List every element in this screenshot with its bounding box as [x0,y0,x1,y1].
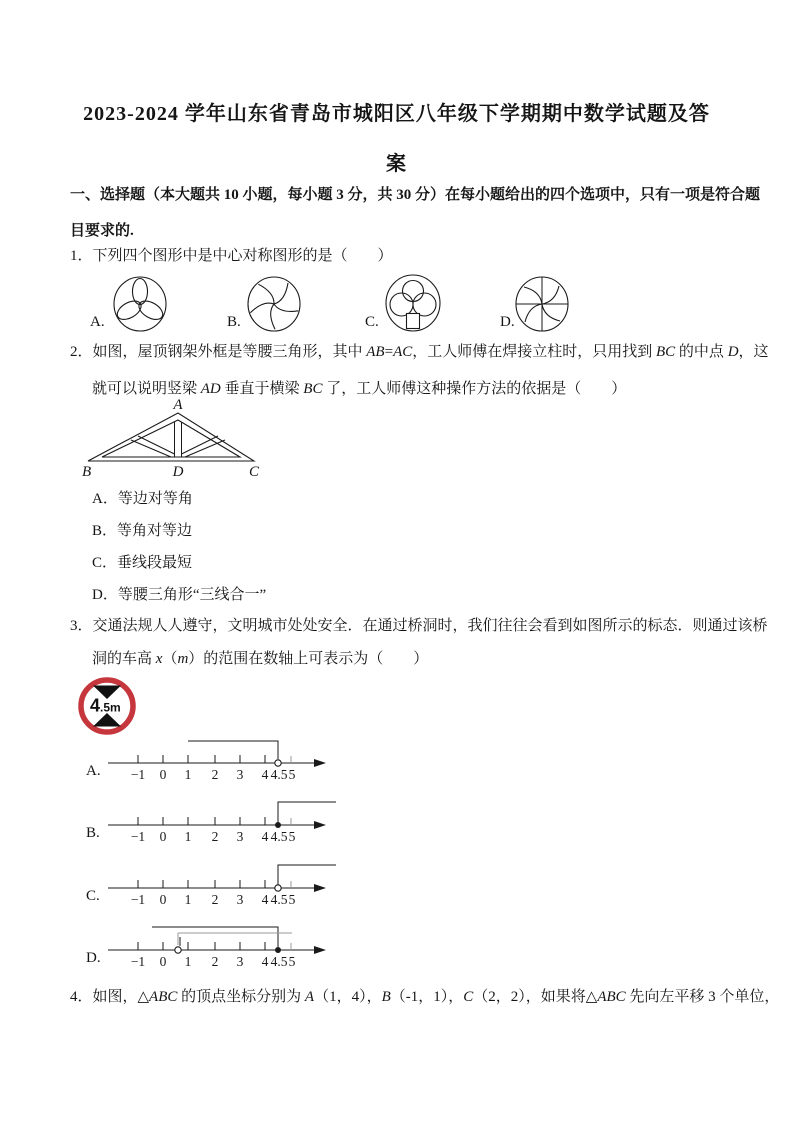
svg-text:−1: −1 [130,767,146,782]
q1-option-b-label: B. [227,314,241,330]
svg-text:1: 1 [184,954,192,969]
q3-numberline-c [108,853,338,913]
svg-text:0: 0 [159,892,167,907]
svg-text:0: 0 [159,829,167,844]
svg-text:3: 3 [236,829,244,844]
q2-option-b: B．等角对等边 [92,523,193,539]
svg-text:5: 5 [288,767,296,782]
truss-label-d: D [172,464,184,480]
section-header-line1: 一、选择题（本大题共 10 小题，每小题 3 分，共 30 分）在每小题给出的四个选项中，只有一项是符合题 [70,187,761,203]
question-2-text-line2: 就可以说明竖梁 AD 垂直于横梁 BC 了，工人师傅这种操作方法的依据是（ ） [92,381,627,397]
svg-text:5: 5 [288,954,296,969]
svg-text:4: 4 [261,829,269,844]
svg-text:3: 3 [236,954,244,969]
truss-label-b: B [82,464,92,480]
svg-text:−1: −1 [130,892,146,907]
q1-figure-d-cross-pinwheel-circle [514,276,570,332]
svg-text:4.5: 4.5 [270,892,288,907]
svg-text:−1: −1 [130,829,146,844]
svg-text:3: 3 [236,767,244,782]
q1-figure-a-trefoil-circle [112,276,168,332]
section-header-line2: 目要求的. [70,223,134,239]
q3-option-b-label: B. [86,825,100,841]
sign-height-value: 4.5m [90,695,121,716]
question-3-text-line2: 洞的车高 x（m）的范围在数轴上可表示为（ ） [92,651,429,667]
q3-option-a-label: A. [86,763,101,779]
svg-text:1: 1 [184,767,192,782]
svg-text:4: 4 [261,954,269,969]
q2-option-a: A．等边对等角 [92,491,193,507]
document-title-line1: 2023-2024 学年山东省青岛市城阳区八年级下学期期中数学试题及答 [83,103,710,125]
svg-text:1: 1 [184,892,192,907]
q1-option-c-label: C. [365,314,379,330]
truss-label-a: A [173,397,183,413]
question-1-text: 1．下列四个图形中是中心对称图形的是（ ） [70,248,393,264]
truss-label-c: C [248,464,260,480]
svg-text:0: 0 [159,767,167,782]
svg-text:5: 5 [288,892,296,907]
q1-figure-b-pinwheel-circle [246,276,302,332]
question-2-text-line1: 2．如图，屋顶钢架外框是等腰三角形，其中 AB=AC，工人师傅在焊接立柱时，只用找到 BC 的中点 D，这 [70,344,769,360]
svg-text:2: 2 [211,954,219,969]
svg-text:4.5: 4.5 [270,954,288,969]
svg-text:4.5: 4.5 [270,829,288,844]
svg-text:2: 2 [211,892,219,907]
svg-text:4.5: 4.5 [270,767,288,782]
height-limit-sign [77,676,137,736]
svg-text:4: 4 [261,892,269,907]
q3-option-c-label: C. [86,888,100,904]
q2-roof-truss-figure [78,396,278,480]
q3-option-d-label: D. [86,950,101,966]
q1-figure-c-circles-square [384,274,442,332]
svg-text:3: 3 [236,892,244,907]
question-3-text-line1: 3．交通法规人人遵守，文明城市处处安全．在通过桥洞时，我们往往会看到如图所示的标态．则通过该桥 [70,618,768,634]
q1-option-d-label: D. [500,314,515,330]
q3-numberline-d [108,915,338,975]
q3-numberline-b [108,790,338,850]
q2-option-c: C．垂线段最短 [92,555,193,571]
svg-text:1: 1 [184,829,192,844]
document-title-line2: 案 [386,153,407,175]
question-4-text: 4．如图，△ABC 的顶点坐标分别为 A（1，4），B（-1，1），C（2，2），如果将△ABC 先向左平移 3 个单位， [70,989,780,1005]
q2-option-d: D．等腰三角形“三线合一” [92,587,267,603]
svg-text:2: 2 [211,829,219,844]
svg-text:5: 5 [288,829,296,844]
svg-text:4: 4 [261,767,269,782]
svg-text:−1: −1 [130,954,146,969]
svg-text:0: 0 [159,954,167,969]
q3-numberline-a [108,728,338,788]
svg-text:2: 2 [211,767,219,782]
q1-option-a-label: A. [90,314,105,330]
